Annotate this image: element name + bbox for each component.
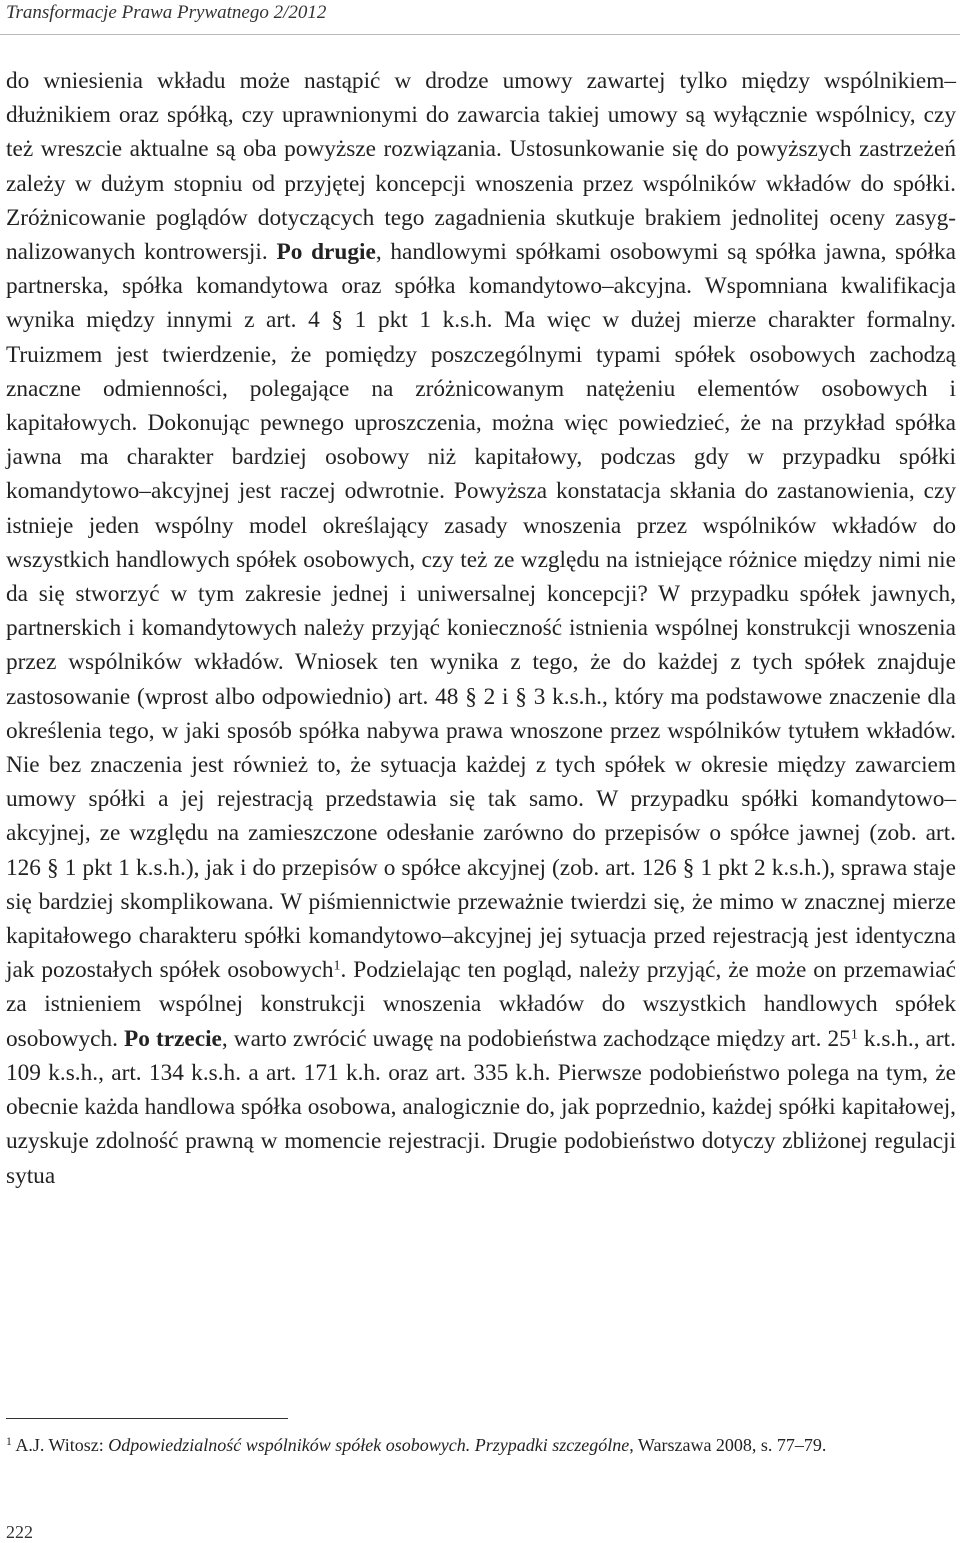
footnote-author: A.J. Witosz: (11, 1435, 109, 1455)
body-text-part-1: do wniesienia wkładu może nastąpić w drodze umowy zawartej tylko między wspólnikiem–dłużnikiem oraz spółką, czy uprawnionymi do zawarcia takiej umowy są wyłącznie wspólnicy, czy też wreszcie aktualne są oba powyższe rozwiązania. Ustosunkowanie się do powyższych zastrzeżeń zależy w dużym stopniu od przyjętej koncepcji wnoszenia przez wspólników wkładów do spółki. Zróżnicowanie poglądów dotyczących tego zagadnienia skutkuje brakiem jednolitej oceny zasygnalizowanych kontrowersji. (6, 68, 956, 266)
running-header: Transformacje Prawa Prywatnego 2/2012 (6, 2, 327, 23)
body-text-part-4b: k.s.h., art. 109 k.s.h., art. 134 k.s.h. a art. 171 k.h. oraz art. 335 k.h. Pierwsze podobieństwo polega na tym, że obecnie każda handlowa spółka osobowa, analogicznie do, jak poprzednio, każdej spółki kapitałowej, uzyskuje zdolność prawną w momencie rejestracji. Drugie podobieństwo dotyczy zbliżonej regulacji sytua (6, 1025, 956, 1189)
footnote-rest: , Warszawa 2008, s. 77–79. (629, 1435, 827, 1455)
article-superscript: 1 (850, 1027, 858, 1042)
page-number: 222 (6, 1522, 33, 1542)
header-divider (0, 34, 960, 35)
body-text-part-4a: , warto zwrócić uwagę na podobieństwa zachodzące między art. 25 (221, 1025, 851, 1052)
bold-phrase-po-drugie: Po drugie (276, 239, 376, 266)
body-text-part-3: . Podzielając ten pogląd, należy przyjąć, że może on przemawiać za istnieniem wspólnej konstrukcji wnoszenia wkładów do wszystkich handlowych spółek osobowych. (6, 957, 956, 1052)
body-paragraph (6, 64, 956, 1193)
footnote-reference[interactable]: 1 (333, 958, 341, 974)
footnote (6, 1432, 956, 1458)
footnote-divider (6, 1418, 288, 1419)
bold-phrase-po-trzecie: Po trzecie (124, 1025, 222, 1052)
body-text-part-2: , handlowymi spółkami osobowymi są spółka jawna, spółka partnerska, spółka komandytowa oraz spółka komandytowo–akcyjna. Wspomniana kwalifikacja wynika między innymi z art. 4 § 1 pkt 1 k.s.h. Ma więc w dużej mierze charakter formalny. Truizmem jest twierdzenie, że pomiędzy poszczególnymi typami spółek osobowych zachodzą znaczne odmienności, polegające na zróżnicowanym natężeniu elementów osobowych i kapitałowych. Dokonując pewnego uproszczenia, można więc powiedzieć, że na przykład spółka jawna ma charakter bardziej osobowy niż kapitałowy, podczas gdy w przypadku spółki komandytowo–akcyjnej jest raczej odwrotnie. Powyższa konstatacja skłania do zastanowienia, czy istnieje jeden wspólny model określający zasady wnoszenia przez wspólników wkładów do wszystkich handlowych spółek osobowych, czy też ze względu na istniejące różnice między nimi nie da się stworzyć w tym zakresie jednej i uniwersalnej koncepcji? W przypadku spółek jawnych, partnerskich i komandytowych należy przyjąć konieczność istnienia wspólnej konstrukcji wnoszenia przez wspólników wkładów. Wniosek ten wynika z tego, że do każdej z tych spółek znajduje zastosowanie (wprost albo odpowiednio) art. 48 § 2 i § 3 k.s.h., który ma podstawowe znaczenie dla określenia tego, w jaki sposób spółka nabywa prawa wnoszone przez wspólników tytułem wkładów. Nie bez znaczenia jest również to, że sytuacja każdej z tych spółek w okresie między zawarciem umowy spółki a jej rejestracją przedstawia się tak samo. W przypadku spółki komandytowo–akcyjnej, ze względu na zamieszczone odesłanie zarówno do przepisów o spółce jawnej (zob. art. 126 § 1 pkt 1 k.s.h.), jak i do przepisów o spółce akcyjnej (zob. art. 126 § 1 pkt 2 k.s.h.), sprawa staje się bardziej skomplikowana. W piśmiennictwie przeważnie twierdzi się, że mimo w znacznej mierze kapitałowego charakteru spółki komandytowo–akcyjnej jej sytuacja przed rejestracją jest identyczna jak pozostałych spółek osobowych (6, 239, 957, 984)
footnote-number: 1 (6, 1435, 12, 1449)
footnote-title: Odpowiedzialność wspólników spółek osobowych. Przypadki szczególne (108, 1435, 630, 1455)
